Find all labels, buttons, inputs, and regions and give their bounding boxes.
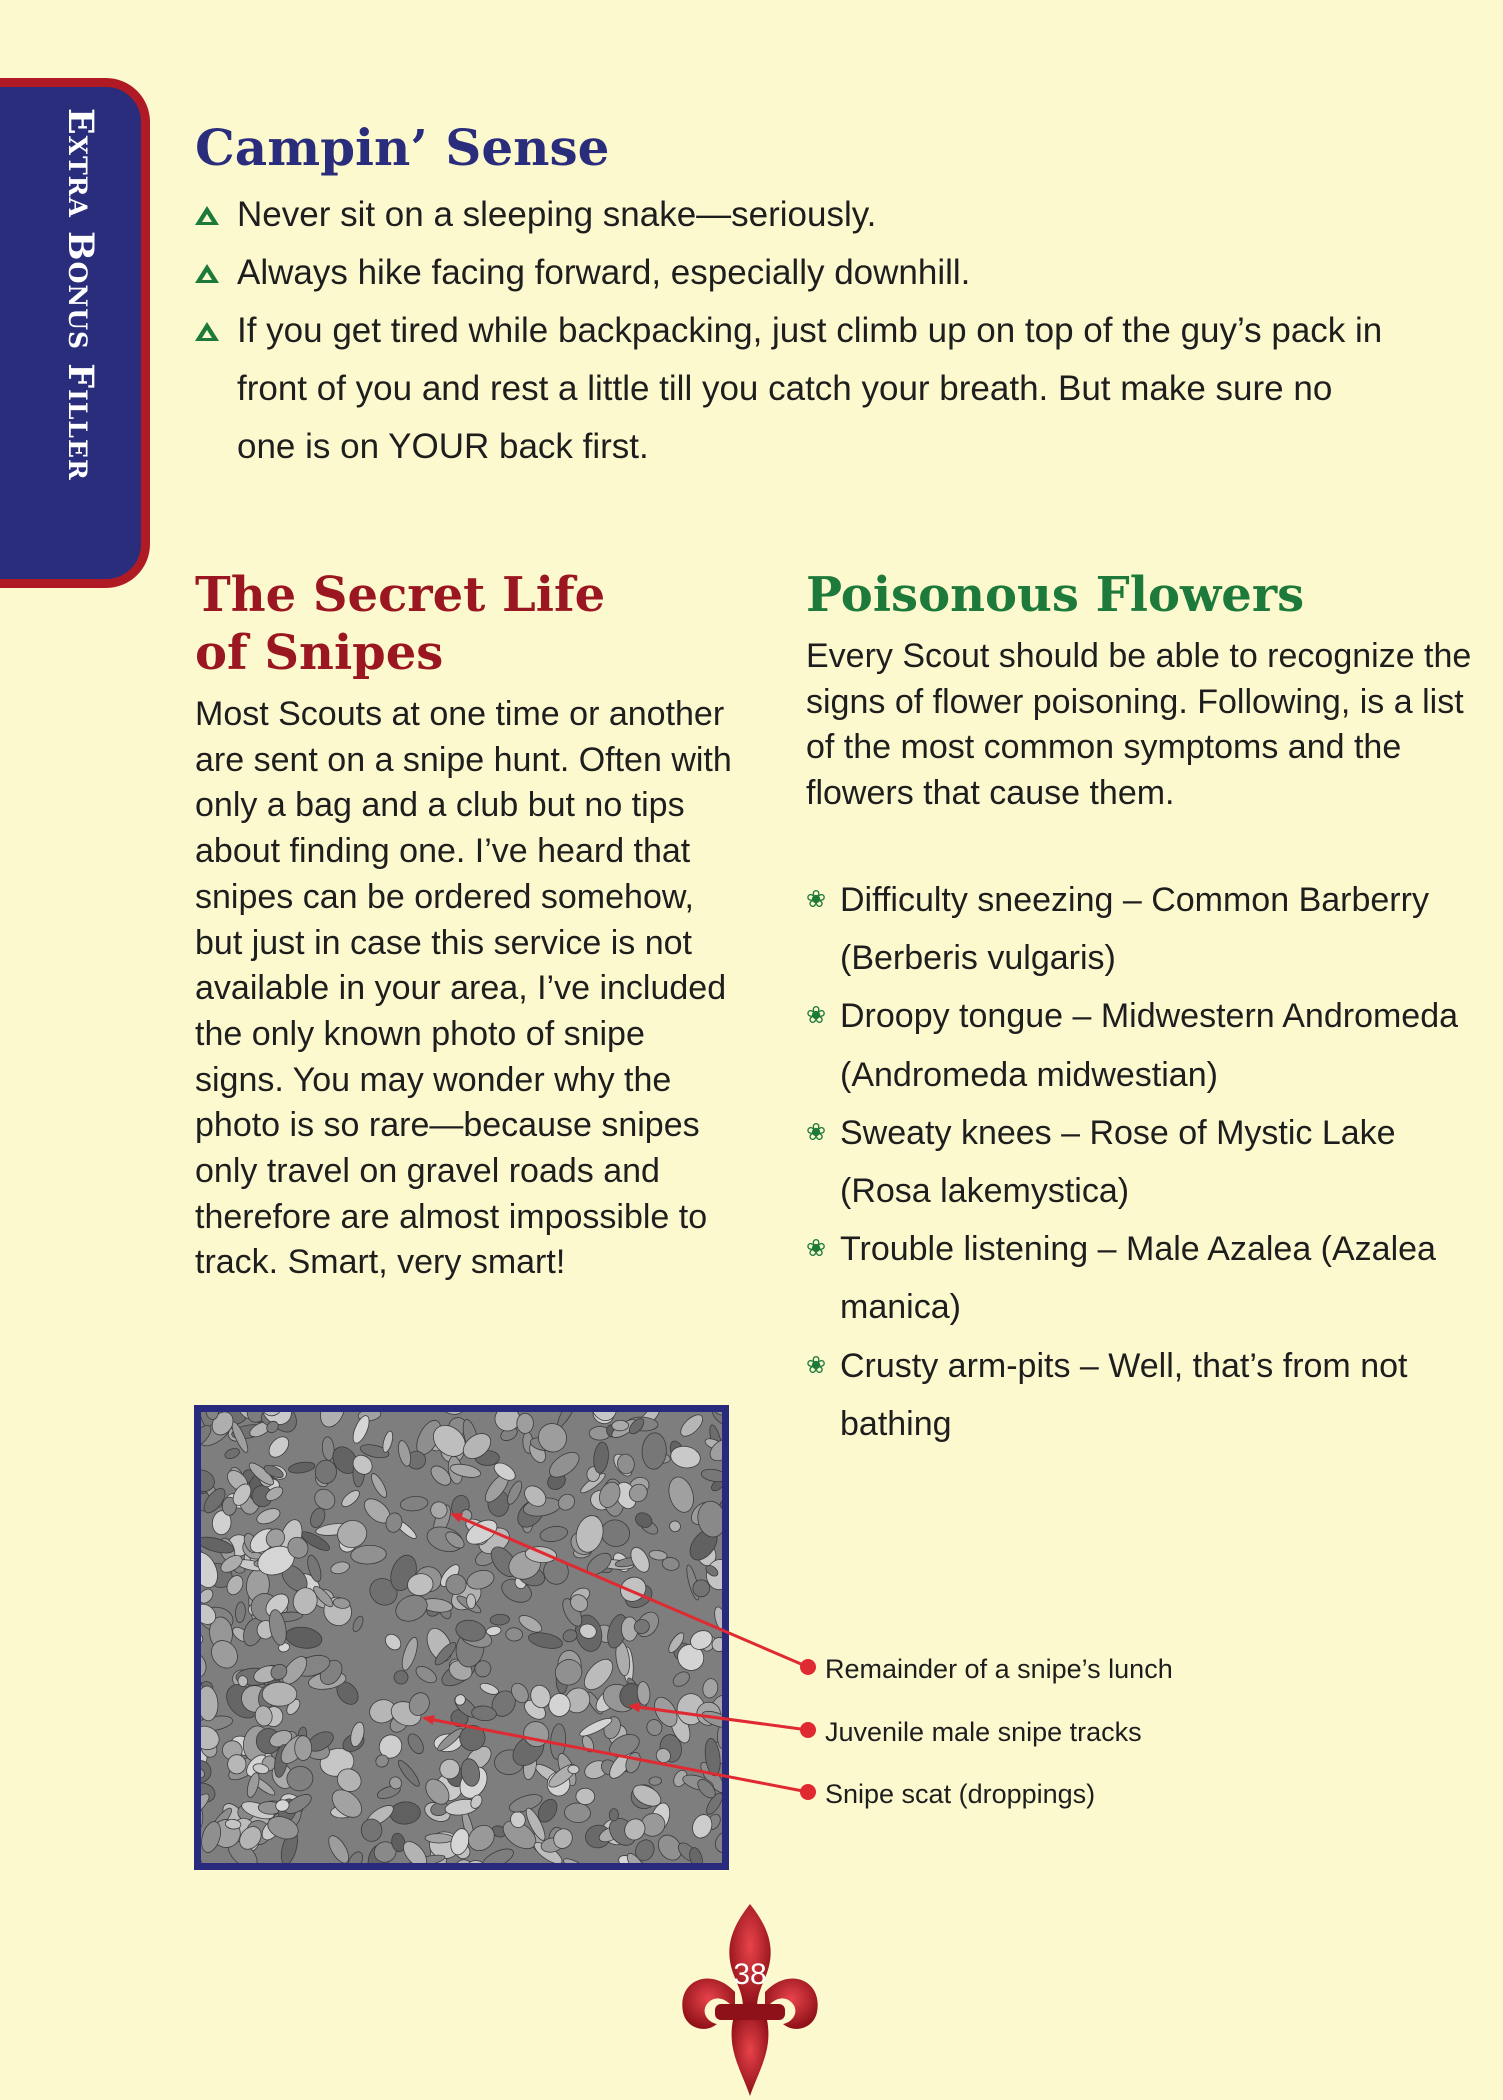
gravel-stone — [649, 1777, 662, 1786]
snipes-heading-line1: The Secret Life — [195, 567, 606, 623]
list-item-text: Trouble listening – Male Azalea (Azalea manica) — [840, 1230, 1436, 1327]
list-item — [195, 186, 1395, 244]
list-item-text: If you get tired while backpacking, just climb up on top of the guy’s pack in front of you and rest a little till you catch your breath. But make sure no one is on YOUR back first. — [237, 311, 1383, 466]
section-tab-label: Extra Bonus Filler — [60, 108, 101, 481]
list-item — [195, 244, 1395, 302]
fleur-de-lis-icon — [665, 1900, 835, 2100]
poisonous-flowers-heading: Poisonous Flowers — [806, 567, 1305, 623]
poisonous-flowers-intro: Every Scout should be able to recognize the signs of flower poisoning. Following, is a list of the most common symptoms and the flowers that cause them. — [806, 637, 1472, 812]
list-item-text: Sweaty knees – Rose of Mystic Lake (Rosa lakemystica) — [840, 1113, 1396, 1211]
tracks-callout-dot — [800, 1722, 816, 1738]
list-item-text: Crusty arm-pits – Well, that’s from not bathing — [840, 1346, 1408, 1443]
flower-bullet-icon: ❀ — [806, 1118, 827, 1146]
list-item-text: Never sit on a sleeping snake—seriously. — [237, 195, 877, 234]
list-item — [806, 871, 1486, 987]
gravel-stone — [425, 1833, 454, 1843]
campin-sense-list — [195, 186, 1395, 476]
page-number: 38 — [733, 1958, 767, 1991]
gravel-texture — [201, 1412, 722, 1863]
gravel-photo — [194, 1405, 729, 1870]
flower-bullet-icon: ❀ — [806, 1002, 827, 1030]
list-item — [195, 302, 1395, 476]
list-item — [806, 1337, 1486, 1453]
gravel-stone — [609, 1809, 618, 1821]
list-item — [806, 1220, 1486, 1336]
gravel-stone — [228, 1755, 246, 1774]
flower-bullet-icon: ❀ — [806, 1235, 827, 1263]
gravel-stone — [517, 1413, 534, 1433]
gravel-stone — [612, 1420, 629, 1431]
triangle-bullet-icon — [195, 322, 219, 341]
list-item-text: Always hike facing forward, especially downhill. — [237, 253, 971, 292]
list-item — [806, 987, 1486, 1103]
scat-callout-label: Snipe scat (droppings) — [825, 1779, 1096, 1809]
list-item-text: Difficulty sneezing – Common Barberry (Berberis vulgaris) — [840, 881, 1429, 978]
list-item — [806, 1104, 1486, 1220]
list-item-text: Droopy tongue – Midwestern Andromeda (Andromeda midwestian) — [840, 997, 1459, 1094]
triangle-bullet-icon — [195, 206, 219, 225]
poisonous-flowers-list — [806, 871, 1486, 1453]
gravel-stone — [394, 1670, 409, 1684]
snipes-heading-line2: of Snipes — [195, 625, 444, 681]
scat-callout-dot — [800, 1784, 816, 1800]
gravel-stone — [262, 1682, 297, 1706]
gravel-stone — [294, 1736, 311, 1761]
gravel-stone — [568, 1765, 579, 1774]
tracks-callout-label: Juvenile male snipe tracks — [825, 1717, 1142, 1747]
snipes-heading — [195, 566, 755, 682]
snipes-paragraph: Most Scouts at one time or another are sent on a snipe hunt. Often with only a bag and a club but no tips about finding one. I’ve heard that snipes can be ordered somehow, but just in case this service is not available in your area, I’ve included the only known photo of snipe signs. You may wonder why the photo is so rare—because snipes only travel on gravel roads and therefore are almost impossible to track. Smart, very smart! — [195, 695, 732, 1282]
flower-bullet-icon: ❀ — [806, 1351, 827, 1379]
triangle-bullet-icon — [195, 264, 219, 283]
flower-bullet-icon: ❀ — [806, 886, 827, 913]
lunch-callout-label: Remainder of a snipe’s lunch — [825, 1654, 1173, 1684]
lunch-callout-dot — [800, 1659, 816, 1675]
gravel-stone — [576, 1788, 595, 1805]
campin-sense-heading: Campin’ Sense — [195, 118, 610, 177]
